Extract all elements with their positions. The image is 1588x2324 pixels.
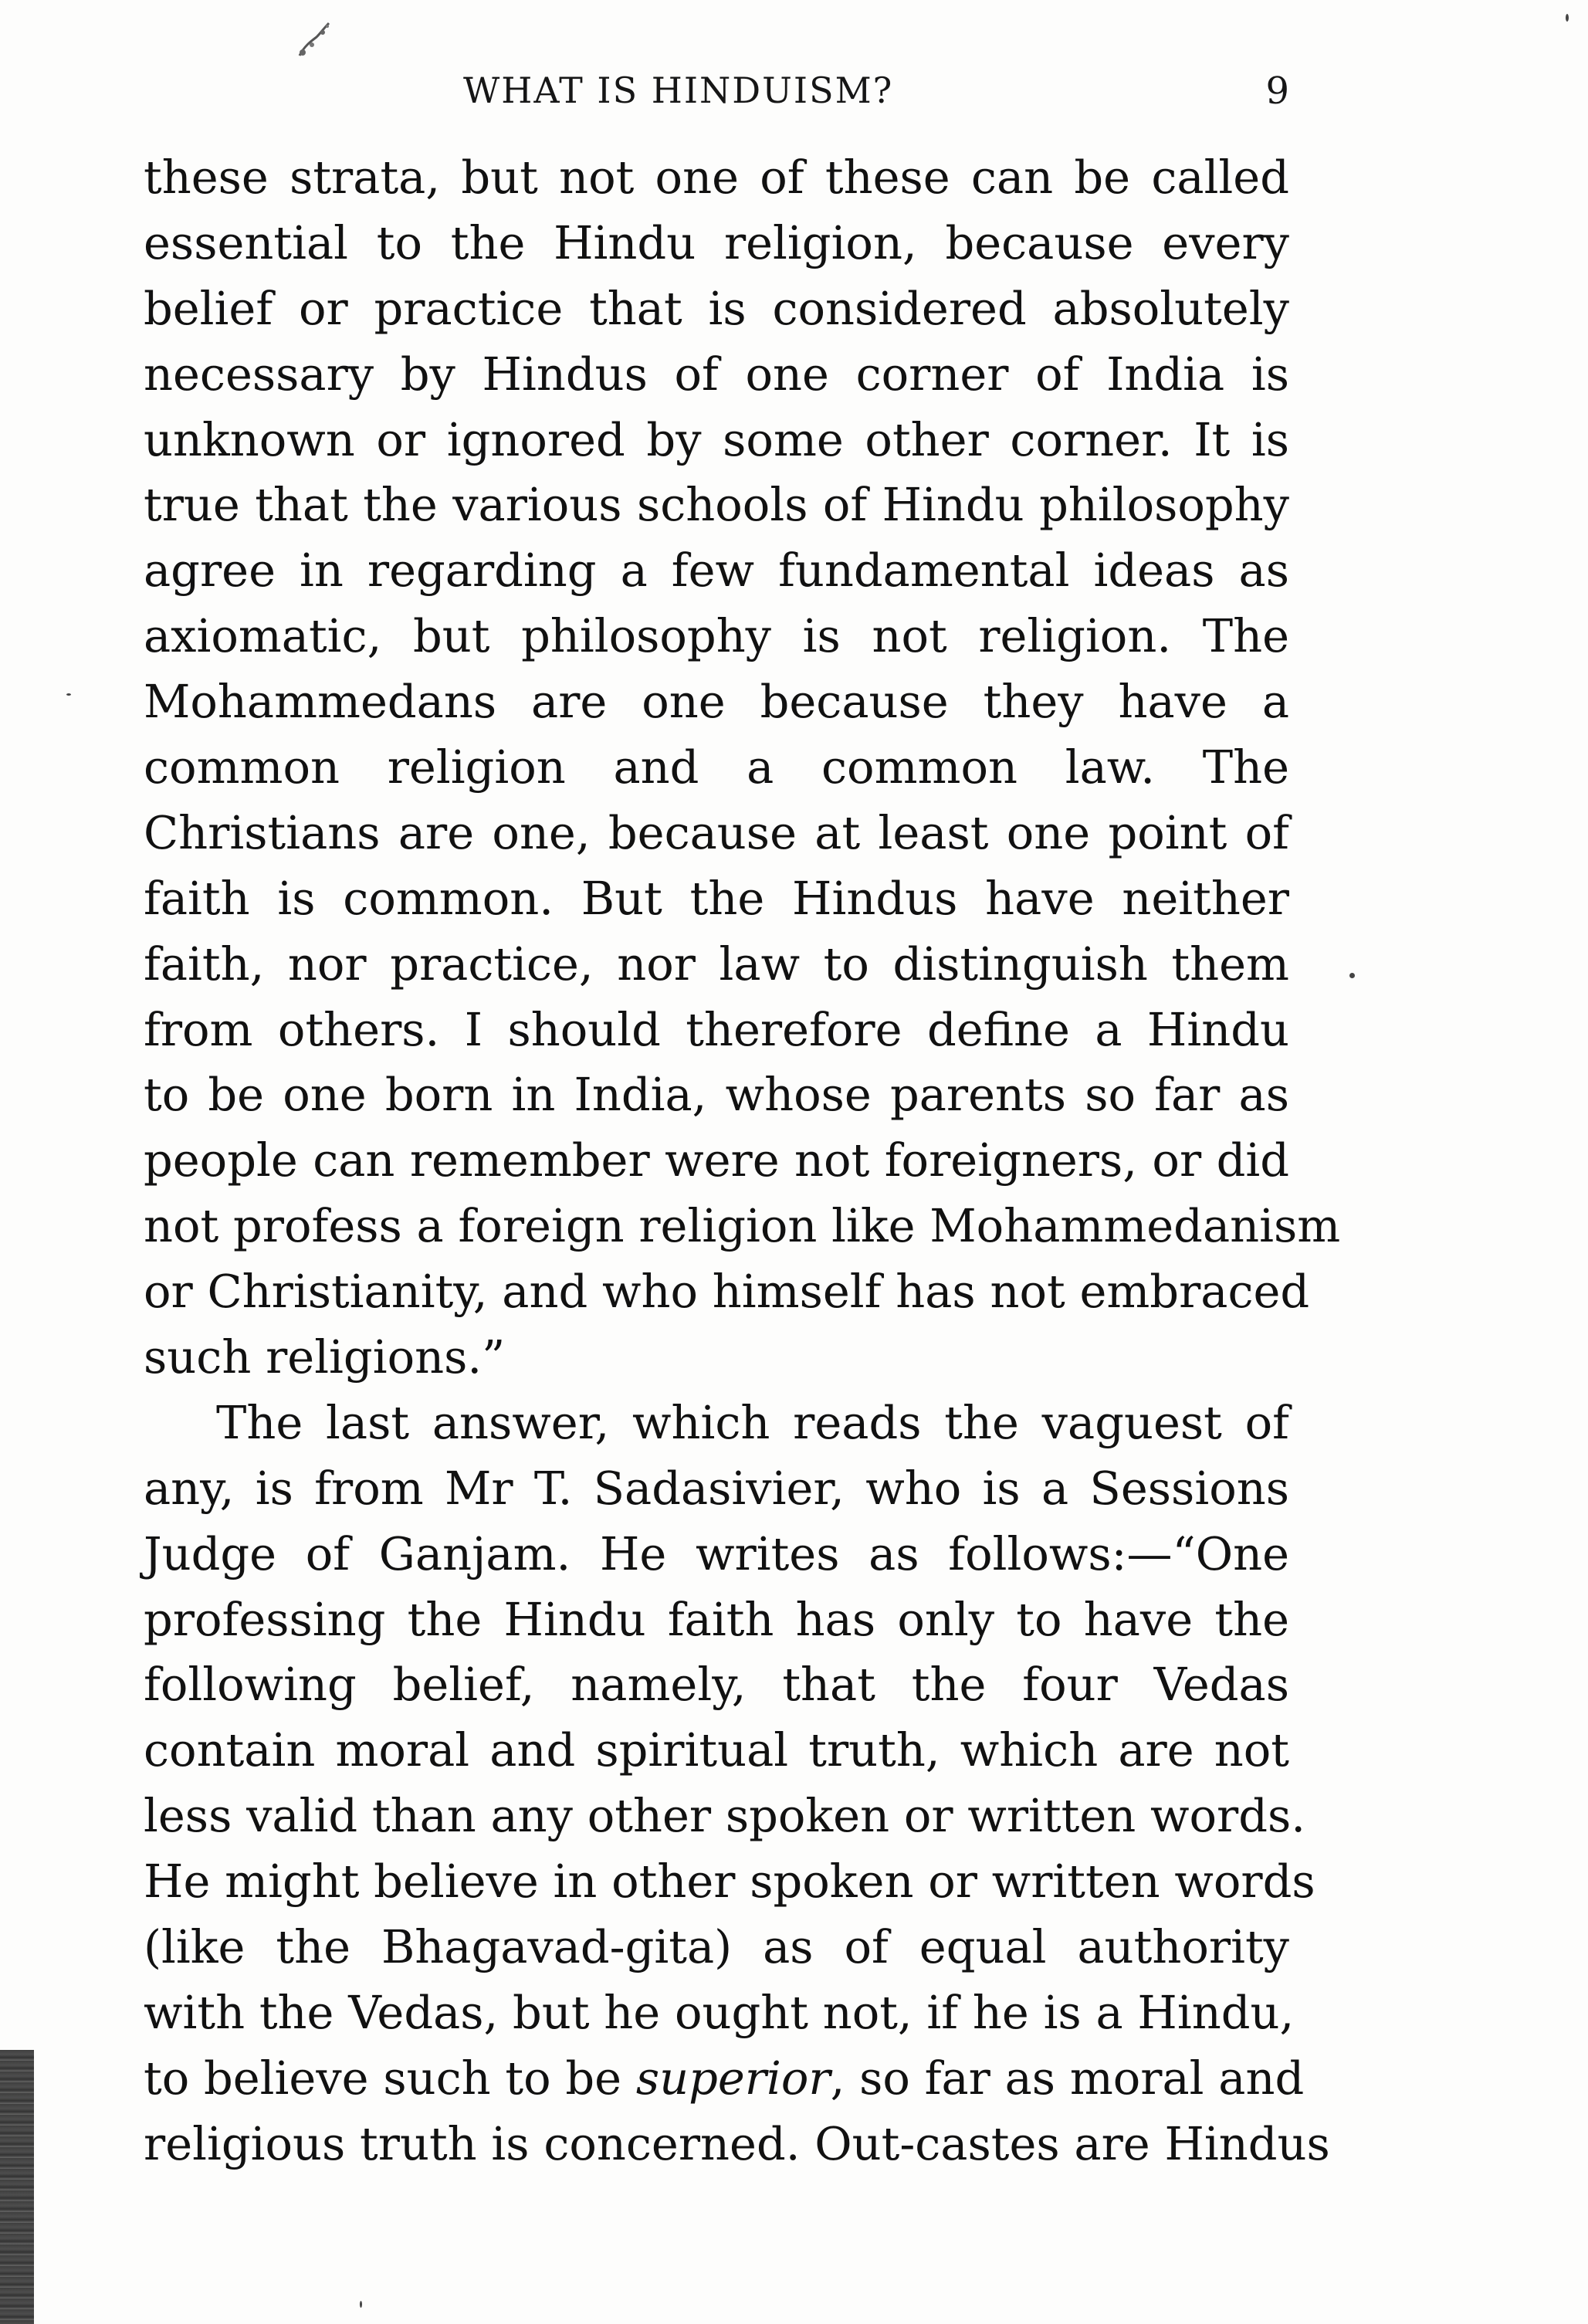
text-line-with-emphasis — [144, 2046, 1305, 2112]
text-line: Mohammedans are one because they have a — [144, 675, 1289, 729]
text-line: essential to the Hindu religion, because every — [144, 215, 1289, 269]
scan-edge-shadow — [0, 2050, 34, 2324]
text-line: unknown or ignored by some other corner. It is — [144, 412, 1289, 466]
running-head — [144, 60, 1289, 122]
running-title: WHAT IS HINDUISM? — [463, 69, 894, 111]
text-line: religious truth is concerned. Out-castes are Hindus — [144, 2116, 1330, 2170]
body-text — [144, 145, 1341, 2177]
text-line: axiomatic, but philosophy is not religion. The — [144, 609, 1289, 663]
page-number: 9 — [1265, 69, 1289, 113]
text-line: common religion and a common law. The — [144, 740, 1289, 794]
text-line: from others. I should therefore define a Hindu — [144, 1002, 1289, 1056]
text-line: true that the various schools of Hindu philosophy — [144, 478, 1289, 532]
text-line: people can remember were not foreigners, or did — [144, 1133, 1289, 1187]
text-line: with the Vedas, but he ought not, if he is a Hindu, — [144, 1985, 1295, 2039]
text-line: faith is common. But the Hindus have neither — [144, 871, 1289, 925]
text-line: Judge of Ganjam. He writes as follows:—“One — [144, 1526, 1289, 1580]
text-line: such religions.” — [144, 1330, 506, 1384]
text-line: professing the Hindu faith has only to have the — [144, 1592, 1289, 1646]
text-line: necessary by Hindus of one corner of India is — [144, 347, 1289, 401]
text-line: to be one born in India, whose parents so far as — [144, 1068, 1289, 1122]
text-fragment: to believe such to be — [144, 2051, 636, 2105]
text-line: faith, nor practice, nor law to distinguish them — [144, 937, 1289, 991]
text-line: agree in regarding a few fundamental ideas as — [144, 544, 1289, 598]
text-line: not profess a foreign religion like Mohammedanism — [144, 1199, 1341, 1253]
text-line: He might believe in other spoken or written words — [144, 1855, 1315, 1909]
text-line: these strata, but not one of these can be called — [144, 151, 1289, 204]
text-line: or Christianity, and who himself has not embraced — [144, 1265, 1310, 1319]
dust-speck — [1349, 973, 1355, 978]
dust-speck — [360, 2301, 362, 2308]
text-fragment: , so far as moral and — [830, 2051, 1305, 2105]
text-line: following belief, namely, that the four Vedas — [144, 1658, 1289, 1712]
dust-speck — [1566, 14, 1569, 22]
text-line: any, is from Mr T. Sadasivier, who is a Sessions — [144, 1461, 1289, 1515]
dust-speck — [66, 693, 71, 696]
text-line: Christians are one, because at least one point of — [144, 805, 1289, 859]
emphasized-word: superior — [635, 2051, 831, 2105]
text-line: less valid than any other spoken or written words. — [144, 1789, 1306, 1843]
ink-blot-icon — [293, 19, 340, 62]
text-line: The last answer, which reads the vaguest of — [216, 1395, 1289, 1449]
text-line: contain moral and spiritual truth, which are not — [144, 1723, 1289, 1777]
text-line: belief or practice that is considered absolutely — [144, 281, 1289, 335]
text-line: (like the Bhagavad-gita) as of equal authority — [144, 1920, 1289, 1974]
